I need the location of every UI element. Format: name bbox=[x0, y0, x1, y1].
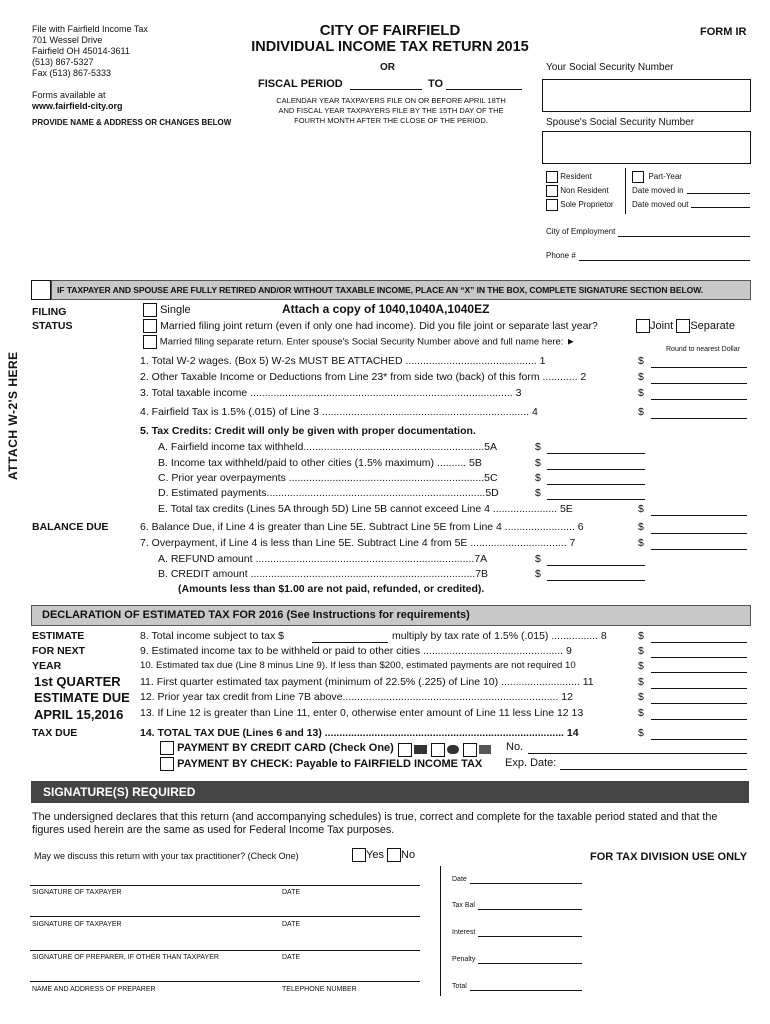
check-payment-label: PAYMENT BY CHECK: Payable to FAIRFIELD INCOME TAX bbox=[177, 757, 483, 770]
ssn-input[interactable] bbox=[542, 79, 751, 112]
phone-label: Phone # bbox=[546, 251, 576, 260]
discuss-yes-label: Yes bbox=[366, 848, 384, 861]
married-separate-label: Married filing separate return. Enter spouse's Social Security Number above and full name here: ► bbox=[159, 336, 576, 348]
dollar-sign: $ bbox=[535, 487, 541, 499]
sig-line-1[interactable] bbox=[30, 885, 420, 886]
city-of-employment-field[interactable] bbox=[618, 227, 750, 237]
estimate-header-bar bbox=[31, 605, 751, 626]
telephone-label: TELEPHONE NUMBER bbox=[282, 986, 357, 993]
division-penalty-label: Penalty bbox=[452, 956, 476, 963]
note-line: CALENDAR YEAR TAXPAYERS FILE ON OR BEFORE APRIL 18TH bbox=[276, 96, 506, 105]
dollar-sign: $ bbox=[638, 503, 644, 515]
line-2-amount[interactable] bbox=[651, 372, 747, 384]
division-total-label: Total bbox=[452, 983, 467, 990]
line-9: 9. Estimated income tax to be withheld or paid to other cities ................................................ 9 bbox=[140, 645, 572, 657]
sig-preparer-label: SIGNATURE OF PREPARER, IF OTHER THAN TAXPAYER bbox=[32, 954, 219, 961]
sig-line-3[interactable] bbox=[30, 950, 420, 951]
dollar-sign: $ bbox=[638, 521, 644, 533]
line-7-amount[interactable] bbox=[651, 538, 747, 550]
division-title: FOR TAX DIVISION USE ONLY bbox=[590, 851, 748, 863]
phone-row bbox=[546, 251, 750, 261]
line-2: 2. Other Taxable Income or Deductions from Line 23* from side two (back) of this form ............ 2 bbox=[140, 371, 587, 383]
joint-label: Joint bbox=[650, 319, 674, 332]
line-5e: E. Total tax credits (Lines 5A through 5D) Line 5B cannot exceed Line 4 ...................... 5E bbox=[158, 503, 573, 515]
address-line: (513) 867-5327 bbox=[32, 57, 94, 67]
credit-card-row bbox=[160, 741, 394, 755]
line-11-amount[interactable] bbox=[651, 677, 747, 689]
dollar-sign: $ bbox=[638, 355, 644, 367]
filing-address bbox=[32, 24, 148, 79]
filing-separate-row bbox=[143, 335, 575, 349]
division-tax-bal-row bbox=[452, 902, 582, 910]
estimate-due-label: ESTIMATE DUE bbox=[34, 690, 130, 705]
division-divider bbox=[440, 866, 441, 996]
line-5d: D. Estimated payments...........................................................................5D bbox=[158, 487, 499, 499]
division-interest-row bbox=[452, 929, 582, 937]
single-label: Single bbox=[160, 303, 191, 316]
division-total-row bbox=[452, 983, 582, 991]
date-moved-out-label: Date moved out bbox=[632, 200, 689, 209]
line-4: 4. Fairfield Tax is 1.5% (.015) of Line 3 ....................................................................... 4 bbox=[140, 406, 538, 418]
sig-line-4[interactable] bbox=[30, 981, 420, 982]
date-label: DATE bbox=[282, 889, 301, 896]
or-label: OR bbox=[380, 62, 395, 73]
married-separate-checkbox[interactable] bbox=[143, 335, 157, 349]
dollar-sign: $ bbox=[638, 645, 644, 657]
credit-card-icon bbox=[479, 745, 491, 754]
address-line: Fairfield OH 45014-3611 bbox=[32, 46, 130, 56]
sole-proprietor-checkbox[interactable] bbox=[546, 199, 558, 211]
division-interest-field[interactable] bbox=[478, 929, 582, 937]
sig-line-2[interactable] bbox=[30, 916, 420, 917]
residency-divider bbox=[625, 168, 626, 214]
line-7b-amount[interactable] bbox=[547, 569, 645, 581]
date-moved-out-field[interactable] bbox=[691, 198, 750, 208]
sole-proprietor-label: Sole Proprietor bbox=[560, 200, 614, 209]
line-7: 7. Overpayment, if Line 4 is less than Line 5E. Subtract Line 4 from 5E ................................. 7 bbox=[140, 537, 576, 549]
retired-notice: IF TAXPAYER AND SPOUSE ARE FULLY RETIRED AND/OR WITHOUT TAXABLE INCOME, PLACE AN “X” IN THE BOX, COMPLETE SIGNATURE SECTION BELOW. bbox=[57, 285, 704, 295]
division-tax-bal-label: Tax Bal bbox=[452, 902, 475, 909]
for-next-label: FOR NEXT bbox=[32, 645, 86, 657]
provide-name-note: PROVIDE NAME & ADDRESS OR CHANGES BELOW bbox=[32, 118, 232, 127]
line-12-amount[interactable] bbox=[651, 692, 747, 704]
discuss-label: May we discuss this return with your tax practitioner? (Check One) bbox=[34, 851, 299, 861]
dollar-sign: $ bbox=[638, 727, 644, 739]
fiscal-from-field[interactable] bbox=[350, 80, 422, 90]
separate-checkbox[interactable] bbox=[676, 319, 690, 333]
discuss-row bbox=[34, 851, 299, 861]
division-interest-label: Interest bbox=[452, 929, 476, 936]
card-number-field[interactable] bbox=[528, 742, 747, 754]
balance-due-label: BALANCE DUE bbox=[32, 521, 109, 533]
line-1: 1. Total W-2 wages. (Box 5) W-2s MUST BE ATTACHED ............................................. 1 bbox=[140, 355, 546, 367]
check-row bbox=[160, 757, 482, 771]
line-7b: B. CREDIT amount .............................................................................7B bbox=[158, 568, 489, 580]
line-8-income-field[interactable] bbox=[312, 631, 388, 643]
card-type-2-checkbox[interactable] bbox=[431, 743, 445, 757]
line-6: 6. Balance Due, if Line 4 is greater than Line 5E. Subtract Line 5E from Line 4 ........................ 6 bbox=[140, 521, 584, 533]
filing-joint-row bbox=[143, 319, 598, 333]
exp-date-field[interactable] bbox=[560, 758, 747, 770]
married-joint-label: Married filing joint return (even if only one had income). Did you file joint or separate last year? bbox=[160, 319, 598, 332]
dollar-sign: $ bbox=[638, 676, 644, 688]
dollar-sign: $ bbox=[535, 472, 541, 484]
line-5c: C. Prior year overpayments ...................................................................5C bbox=[158, 472, 498, 484]
ssn-label: Your Social Security Number bbox=[546, 62, 674, 73]
line-7a-amount[interactable] bbox=[547, 554, 645, 566]
estimate-header: DECLARATION OF ESTIMATED TAX FOR 2016 (See Instructions for requirements) bbox=[42, 609, 470, 621]
preparer-address-label: NAME AND ADDRESS OF PREPARER bbox=[32, 986, 156, 993]
discuss-no-label: No bbox=[401, 848, 416, 861]
line-5d-amount[interactable] bbox=[547, 488, 645, 500]
part-year-label: Part-Year bbox=[648, 172, 682, 181]
line-5: 5. Tax Credits: Credit will only be given with proper documentation. bbox=[140, 425, 476, 437]
division-date-label: Date bbox=[452, 876, 467, 883]
division-penalty-field[interactable] bbox=[478, 956, 582, 964]
date-moved-in-field[interactable] bbox=[687, 184, 750, 194]
spouse-ssn-label: Spouse's Social Security Number bbox=[546, 117, 695, 128]
line-13: 13. If Line 12 is greater than Line 11, enter 0, otherwise enter amount of Line 11 less Line 12 13 bbox=[140, 707, 584, 719]
credit-card-payment-checkbox[interactable] bbox=[160, 741, 174, 755]
line-8a: 8. Total income subject to tax $ bbox=[140, 630, 284, 642]
city-of-employment-label: City of Employment bbox=[546, 227, 616, 236]
line-3: 3. Total taxable income .......................................................................................... 3 bbox=[140, 387, 522, 399]
last-year-options bbox=[636, 319, 735, 333]
line-5c-amount[interactable] bbox=[547, 473, 645, 485]
address-line: File with Fairfield Income Tax bbox=[32, 24, 148, 34]
part-year-options bbox=[632, 170, 750, 212]
fiscal-period-label: FISCAL PERIOD bbox=[258, 78, 343, 90]
line-5a-amount[interactable] bbox=[547, 442, 645, 454]
estimate-label: ESTIMATE bbox=[32, 630, 85, 642]
city-title: CITY OF FAIRFIELD bbox=[319, 22, 461, 39]
dollar-sign: $ bbox=[638, 537, 644, 549]
check-payment-checkbox[interactable] bbox=[160, 757, 174, 771]
line-3-amount[interactable] bbox=[651, 388, 747, 400]
phone-field[interactable] bbox=[579, 251, 750, 261]
sig-taxpayer-label: SIGNATURE OF TAXPAYER bbox=[32, 889, 122, 896]
division-total-field[interactable] bbox=[470, 983, 582, 991]
dollar-sign: $ bbox=[638, 406, 644, 418]
spouse-ssn-input[interactable] bbox=[542, 131, 751, 164]
line-5e-amount[interactable] bbox=[651, 504, 747, 516]
filing-label: FILING bbox=[32, 306, 67, 318]
dollar-sign: $ bbox=[535, 553, 541, 565]
year-label: YEAR bbox=[32, 660, 62, 672]
discuss-options bbox=[352, 848, 415, 862]
dollar-sign: $ bbox=[638, 371, 644, 383]
fiscal-to-field[interactable] bbox=[446, 80, 522, 90]
retired-checkbox[interactable] bbox=[31, 280, 51, 300]
division-date-field[interactable] bbox=[470, 876, 582, 884]
division-date-row bbox=[452, 876, 582, 884]
line-6-amount[interactable] bbox=[651, 522, 747, 534]
filing-single-row bbox=[143, 303, 191, 317]
address-line: 701 Wessel Drive bbox=[32, 35, 103, 45]
note-line: AND FISCAL YEAR TAXPAYERS FILE BY THE 15TH DAY OF THE bbox=[278, 106, 504, 115]
line-12: 12. Prior year tax credit from Line 7B above.......................................................................... 12 bbox=[140, 691, 573, 703]
married-joint-checkbox[interactable] bbox=[143, 319, 157, 333]
sig-taxpayer-label: SIGNATURE OF TAXPAYER bbox=[32, 921, 122, 928]
line-10-amount[interactable] bbox=[651, 661, 747, 673]
line-1-amount[interactable] bbox=[651, 356, 747, 368]
card-type-1-checkbox[interactable] bbox=[398, 743, 412, 757]
line-14: 14. TOTAL TAX DUE (Lines 6 and 13) .................................................................................. 14 bbox=[140, 727, 579, 739]
line-8-amount[interactable] bbox=[651, 631, 747, 643]
address-line: Fax (513) 867-5333 bbox=[32, 68, 112, 78]
retired-notice-bar bbox=[51, 280, 751, 300]
to-label: TO bbox=[428, 78, 444, 90]
date-label: DATE bbox=[282, 954, 301, 961]
dollar-sign: $ bbox=[638, 660, 644, 672]
credit-card-icon bbox=[447, 745, 459, 754]
signature-header-bar bbox=[31, 781, 749, 803]
discuss-yes-checkbox[interactable] bbox=[352, 848, 366, 862]
dollar-sign: $ bbox=[638, 387, 644, 399]
tax-due-label: TAX DUE bbox=[32, 727, 78, 739]
resident-label: Resident bbox=[560, 172, 592, 181]
signature-header: SIGNATURE(S) REQUIRED bbox=[43, 785, 196, 799]
dollar-sign: $ bbox=[535, 457, 541, 469]
line-4-amount[interactable] bbox=[651, 407, 747, 419]
exp-date-label: Exp. Date: bbox=[505, 757, 557, 769]
line-10: 10. Estimated tax due (Line 8 minus Line 9). If less than $200, estimated payments are not required 10 bbox=[140, 660, 576, 671]
credit-card-icon bbox=[414, 745, 427, 754]
part-year-checkbox[interactable] bbox=[632, 171, 644, 183]
non-resident-checkbox[interactable] bbox=[546, 185, 558, 197]
return-title: INDIVIDUAL INCOME TAX RETURN 2015 bbox=[251, 39, 529, 55]
line-5a: A. Fairfield income tax withheld..............................................................5A bbox=[158, 441, 498, 453]
dollar-sign: $ bbox=[535, 441, 541, 453]
separate-label: Separate bbox=[690, 319, 735, 332]
line-14-amount[interactable] bbox=[651, 728, 747, 740]
round-note: Round to nearest Dollar bbox=[666, 346, 740, 353]
line-5b-amount[interactable] bbox=[547, 458, 645, 470]
forms-available: Forms available at bbox=[32, 90, 106, 100]
line-11: 11. First quarter estimated tax payment (minimum of 22.5% (.225) of Line 10) ........................... 11 bbox=[140, 676, 594, 688]
division-tax-bal-field[interactable] bbox=[478, 902, 582, 910]
calendar-note bbox=[250, 96, 532, 126]
website-link[interactable]: www.fairfield-city.org bbox=[32, 101, 123, 111]
line-7a: A. REFUND amount ...........................................................................7A bbox=[158, 553, 488, 565]
note-line: FOURTH MONTH AFTER THE CLOSE OF THE PERIOD. bbox=[294, 116, 488, 125]
discuss-no-checkbox[interactable] bbox=[387, 848, 401, 862]
card-type-3-checkbox[interactable] bbox=[463, 743, 477, 757]
form-id: FORM IR bbox=[700, 26, 747, 38]
attach-w2-label: ATTACH W-2'S HERE bbox=[6, 351, 20, 480]
first-quarter-label: 1st QUARTER bbox=[34, 674, 121, 689]
dollar-sign: $ bbox=[638, 707, 644, 719]
card-number-label: No. bbox=[506, 741, 524, 753]
dollar-sign: $ bbox=[638, 630, 644, 642]
single-checkbox[interactable] bbox=[143, 303, 157, 317]
dollar-sign: $ bbox=[638, 691, 644, 703]
non-resident-label: Non Resident bbox=[560, 186, 609, 195]
credit-card-label: PAYMENT BY CREDIT CARD (Check One) bbox=[177, 741, 394, 754]
status-label: STATUS bbox=[32, 320, 73, 332]
declaration-text: The undersigned declares that this return (and accompanying schedules) is true, correct and complete for the taxable period stated and that the figures used herein are the same as used for Federal Income Tax purposes. bbox=[32, 811, 718, 836]
dollar-sign: $ bbox=[535, 568, 541, 580]
april-date-label: APRIL 15,2016 bbox=[34, 707, 124, 722]
date-label: DATE bbox=[282, 921, 301, 928]
line-13-amount[interactable] bbox=[651, 708, 747, 720]
city-of-employment-row bbox=[546, 227, 750, 237]
line-9-amount[interactable] bbox=[651, 646, 747, 658]
attach-copy-note: Attach a copy of 1040,1040A,1040EZ bbox=[282, 302, 490, 316]
date-moved-in-label: Date moved in bbox=[632, 186, 684, 195]
line-5b: B. Income tax withheld/paid to other cities (1.5% maximum) .......... 5B bbox=[158, 457, 482, 469]
joint-checkbox[interactable] bbox=[636, 319, 650, 333]
division-penalty-row bbox=[452, 956, 582, 964]
residency-options bbox=[546, 170, 614, 212]
resident-checkbox[interactable] bbox=[546, 171, 558, 183]
line-8b: multiply by tax rate of 1.5% (.015) ................ 8 bbox=[392, 630, 607, 642]
line-7-note: (Amounts less than $1.00 are not paid, refunded, or credited). bbox=[178, 583, 485, 595]
